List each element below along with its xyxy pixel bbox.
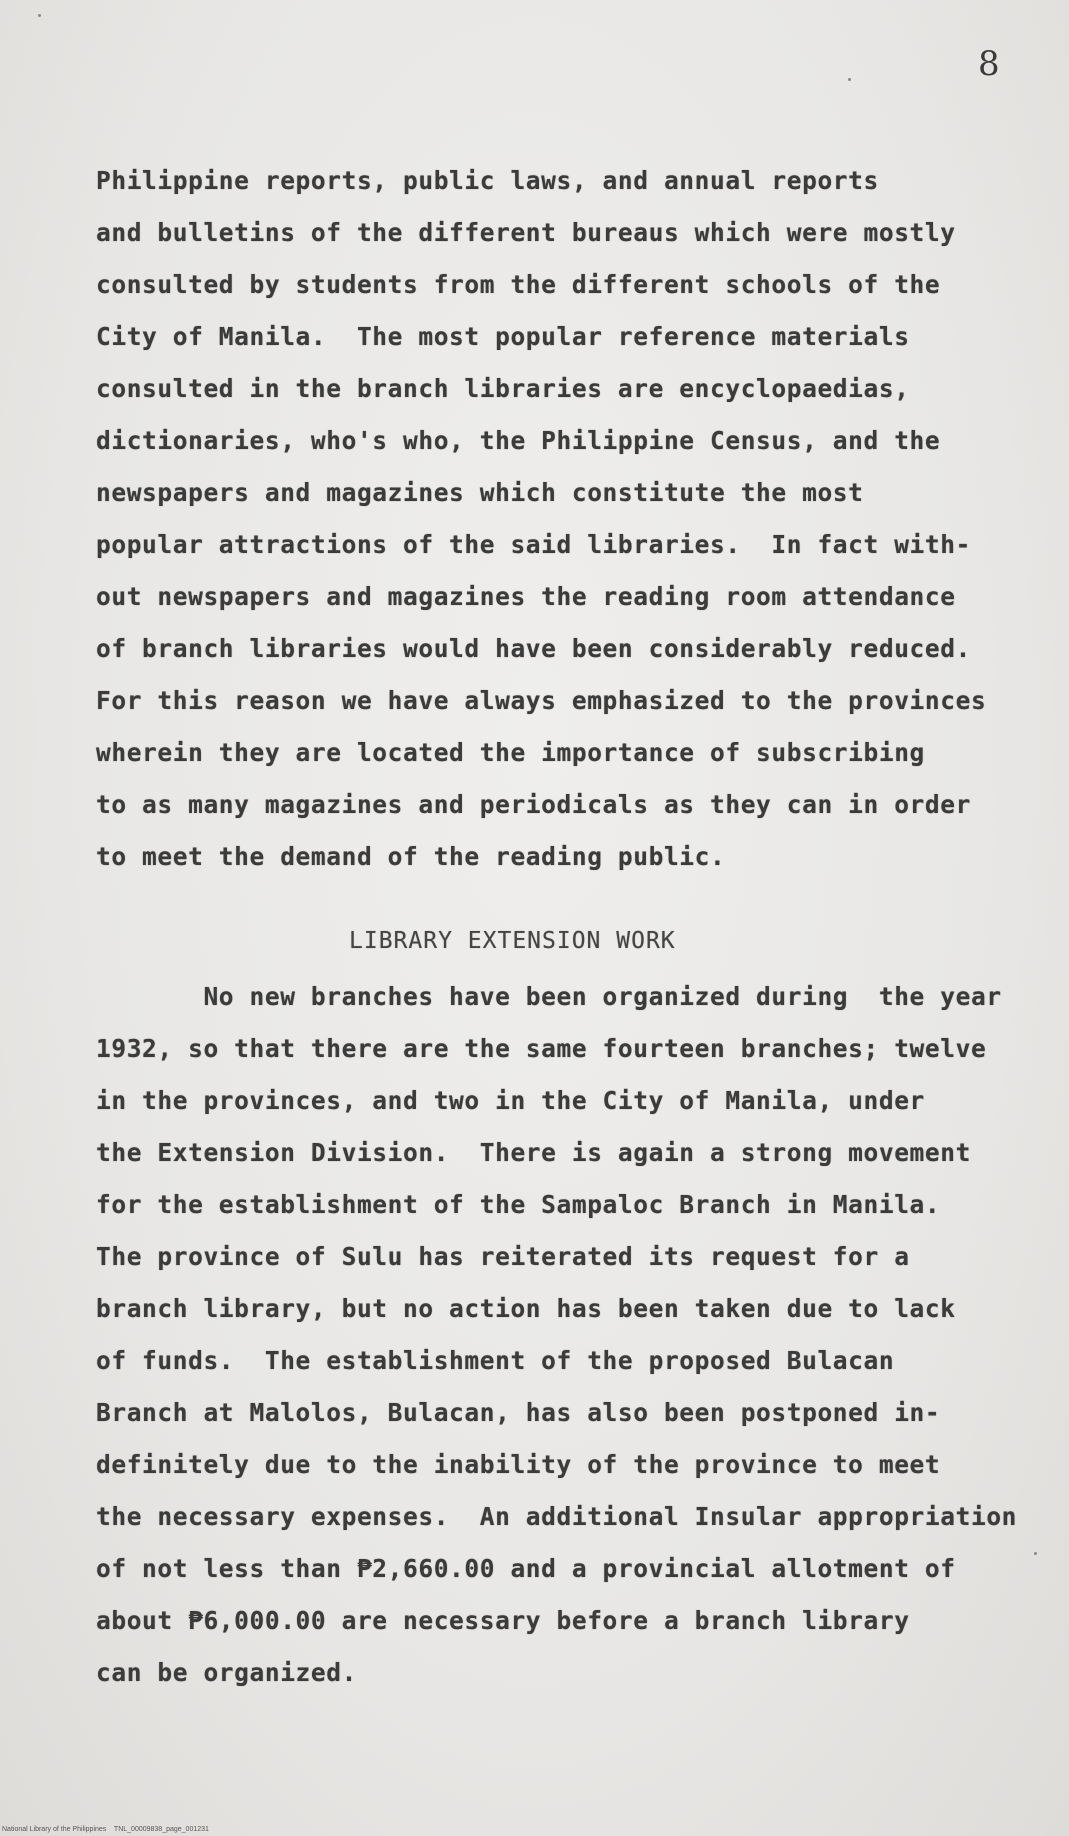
scan-speck [38,14,41,17]
text-line: wherein they are located the importance of subscribing [96,738,925,767]
text-line: popular attractions of the said libraries. In fact with- [96,530,971,559]
scan-speck [1034,1552,1037,1555]
text-line: out newspapers and magazines the reading room attendance [96,582,956,611]
text-line: of funds. The establishment of the proposed Bulacan [96,1346,895,1375]
scan-credit: National Library of the Philippines TNL_00009838_page_001231 [2,1826,209,1833]
text-line: of not less than ₱2,660.00 and a provincial allotment of [96,1554,956,1583]
text-line: The province of Sulu has reiterated its request for a [96,1242,910,1271]
text-line: branch library, but no action has been taken due to lack [96,1294,956,1323]
text-line: to as many magazines and periodicals as they can in order [96,790,971,819]
text-line: the necessary expenses. An additional Insular appropriation [96,1502,1018,1531]
text-line: 1932, so that there are the same fourteen branches; twelve [96,1034,987,1063]
text-line: Philippine reports, public laws, and annual reports [96,166,879,195]
text-line: consulted in the branch libraries are encyclopaedias, [96,374,910,403]
text-line: to meet the demand of the reading public. [96,842,726,871]
text-line: of branch libraries would have been considerably reduced. [96,634,971,663]
text-line: dictionaries, who's who, the Philippine Census, and the [96,426,941,455]
text-line: for the establishment of the Sampaloc Branch in Manila. [96,1190,941,1219]
text-line: and bulletins of the different bureaus which were mostly [96,218,956,247]
text-line: For this reason we have always emphasized to the provinces [96,686,987,715]
text-line: about ₱6,000.00 are necessary before a branch library [96,1606,910,1635]
section-heading: LIBRARY EXTENSION WORK [349,928,676,954]
text-line: newspapers and magazines which constitute the most [96,478,864,507]
text-line: Branch at Malolos, Bulacan, has also been postponed in- [96,1398,941,1427]
page-number: 8 [978,44,1000,84]
scan-speck [848,78,851,81]
text-line: City of Manila. The most popular reference materials [96,322,910,351]
text-line: the Extension Division. There is again a strong movement [96,1138,971,1167]
text-line: can be organized. [96,1658,357,1687]
text-line: in the provinces, and two in the City of Manila, under [96,1086,925,1115]
text-line: definitely due to the inability of the province to meet [96,1450,941,1479]
text-line: No new branches have been organized during the year [96,982,1002,1011]
text-line: consulted by students from the different schools of the [96,270,941,299]
